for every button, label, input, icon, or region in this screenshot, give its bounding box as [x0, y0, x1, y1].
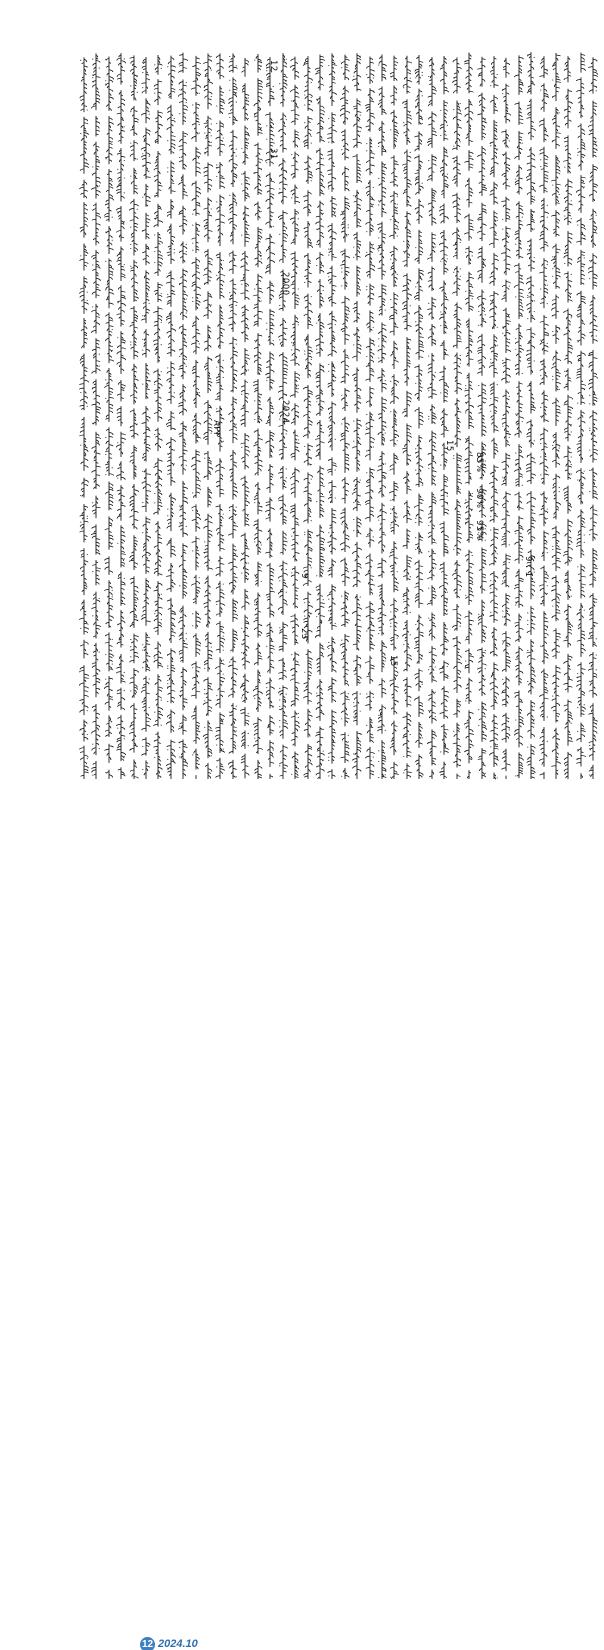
script-line — [538, 48, 550, 783]
script-line — [451, 48, 463, 783]
script-line — [339, 48, 351, 783]
script-line — [488, 48, 500, 783]
inline-number: 2000 — [280, 272, 290, 296]
inline-number: 9 : 1 — [523, 556, 533, 578]
inline-number: 12 — [268, 60, 278, 72]
script-line — [252, 48, 264, 783]
page-number-badge: 12 — [140, 1637, 155, 1650]
inline-number: APP — [211, 420, 221, 438]
script-line — [90, 48, 102, 783]
script-line — [525, 48, 537, 783]
inline-number: 9 — [299, 573, 309, 579]
script-line — [500, 48, 512, 783]
script-line — [78, 48, 90, 783]
script-line — [165, 48, 177, 783]
script-line — [202, 48, 214, 783]
script-line — [575, 48, 587, 783]
inline-number: 2024 — [280, 400, 290, 424]
inline-number: 15 — [388, 655, 398, 667]
inline-number: 90% — [474, 488, 484, 508]
script-line — [177, 48, 189, 783]
script-line — [190, 48, 202, 783]
script-line — [413, 48, 425, 783]
script-line — [401, 48, 413, 783]
inline-number: 95% — [474, 520, 484, 540]
script-line — [550, 48, 562, 783]
inline-number: 85% — [474, 452, 484, 472]
script-line — [140, 48, 152, 783]
script-line — [115, 48, 127, 783]
script-line — [302, 48, 314, 783]
script-line — [152, 48, 164, 783]
inline-number: 15 — [444, 440, 454, 452]
script-line — [562, 48, 574, 783]
text-column-left — [78, 48, 251, 783]
script-line — [214, 48, 226, 783]
script-line — [388, 48, 400, 783]
script-line — [476, 48, 488, 783]
script-line — [438, 48, 450, 783]
script-line — [513, 48, 525, 783]
script-line — [227, 48, 239, 783]
inline-number: 31 — [268, 148, 278, 160]
script-line — [239, 48, 251, 783]
script-line — [103, 48, 115, 783]
text-column-middle — [252, 48, 425, 783]
script-line — [289, 48, 301, 783]
script-line — [426, 48, 438, 783]
script-line — [364, 48, 376, 783]
script-line — [128, 48, 140, 783]
script-line — [351, 48, 363, 783]
text-column-right — [426, 48, 599, 783]
issue-date: 2024.10 — [158, 1638, 198, 1650]
script-line — [376, 48, 388, 783]
script-line — [326, 48, 338, 783]
script-line — [587, 48, 599, 783]
script-line — [314, 48, 326, 783]
script-line — [463, 48, 475, 783]
inline-number: 23 — [299, 628, 309, 640]
